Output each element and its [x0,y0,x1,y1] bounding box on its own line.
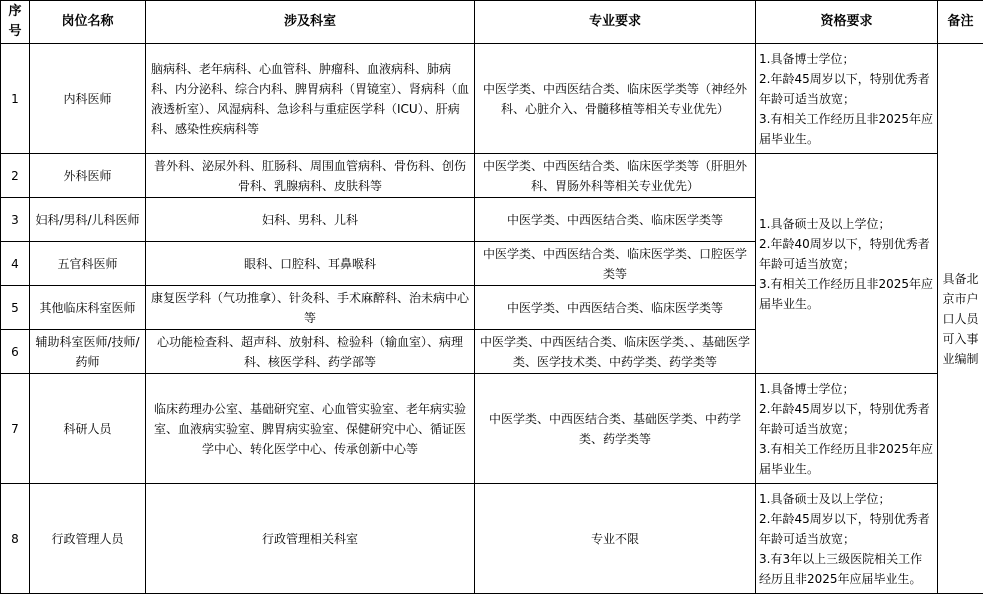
row-number: 3 [1,198,30,242]
position-name: 五官科医师 [30,242,146,286]
major-cell: 中医学类、中西医结合类、临床医学类、口腔医学类等 [475,242,756,286]
position-name: 行政管理人员 [30,484,146,594]
major-cell: 中医学类、中西医结合类、临床医学类等（神经外科、心脏介入、骨髓移植等相关专业优先） [475,44,756,154]
row-number: 2 [1,154,30,198]
departments-cell: 临床药理办公室、基础研究室、心血管实验室、老年病实验室、血液病实验室、脾胃病实验室、保健研究中心、循证医学中心、转化医学中心、传承创新中心等 [146,374,475,484]
header-seq: 序 号 [1,1,30,44]
position-name: 妇科/男科/儿科医师 [30,198,146,242]
position-name: 外科医师 [30,154,146,198]
remark-cell: 具备北京市户口人员可入事业编制 [938,44,983,594]
header-remark: 备注 [938,1,983,44]
departments-cell: 脑病科、老年病科、心血管科、肿瘤科、血液病科、肺病科、内分泌科、综合内科、脾胃病科（胃镜室）、肾病科（血液透析室）、风湿病科、急诊科与重症医学科（ICU）、肝病科、感染性疾病科等 [146,44,475,154]
departments-cell: 眼科、口腔科、耳鼻喉科 [146,242,475,286]
position-name: 内科医师 [30,44,146,154]
row-number: 7 [1,374,30,484]
header-departments: 涉及科室 [146,1,475,44]
table-row [1,484,983,594]
row-number: 8 [1,484,30,594]
major-cell: 专业不限 [475,484,756,594]
departments-cell: 普外科、泌尿外科、肛肠科、周围血管病科、骨伤科、创伤骨科、乳腺病科、皮肤科等 [146,154,475,198]
major-cell: 中医学类、中西医结合类、临床医学类等 [475,286,756,330]
header-row [1,1,983,44]
qualification-cell: 1.具备硕士及以上学位； 2.年龄45周岁以下，特别优秀者年龄可适当放宽； 3.有3年以上三级医院相关工作经历且非2025年应届毕业生。 [756,484,938,594]
header-qualification: 资格要求 [756,1,938,44]
row-number: 1 [1,44,30,154]
qualification-cell: 1.具备博士学位； 2.年龄45周岁以下，特别优秀者年龄可适当放宽； 3.有相关工作经历且非2025年应届毕业生。 [756,374,938,484]
departments-cell: 妇科、男科、儿科 [146,198,475,242]
table-row [1,154,983,198]
major-cell: 中医学类、中西医结合类、临床医学类、、基础医学类、医学技术类、中药学类、药学类等 [475,330,756,374]
departments-cell: 康复医学科（气功推拿）、针灸科、手术麻醉科、治未病中心等 [146,286,475,330]
qualification-cell: 1.具备博士学位； 2.年龄45周岁以下，特别优秀者年龄可适当放宽； 3.有相关工作经历且非2025年应届毕业生。 [756,44,938,154]
row-number: 5 [1,286,30,330]
header-position: 岗位名称 [30,1,146,44]
position-name: 科研人员 [30,374,146,484]
major-cell: 中医学类、中西医结合类、临床医学类等（肝胆外科、胃肠外科等相关专业优先） [475,154,756,198]
departments-cell: 心功能检查科、超声科、放射科、检验科（输血室）、病理科、核医学科、药学部等 [146,330,475,374]
qualification-cell-shared: 1.具备硕士及以上学位； 2.年龄40周岁以下，特别优秀者年龄可适当放宽； 3.有相关工作经历且非2025年应届毕业生。 [756,154,938,374]
departments-cell: 行政管理相关科室 [146,484,475,594]
header-major: 专业要求 [475,1,756,44]
major-cell: 中医学类、中西医结合类、临床医学类等 [475,198,756,242]
major-cell: 中医学类、中西医结合类、基础医学类、中药学类、药学类等 [475,374,756,484]
position-name: 辅助科室医师/技师/药师 [30,330,146,374]
table-row [1,374,983,484]
row-number: 4 [1,242,30,286]
table-row [1,44,983,154]
position-name: 其他临床科室医师 [30,286,146,330]
row-number: 6 [1,330,30,374]
